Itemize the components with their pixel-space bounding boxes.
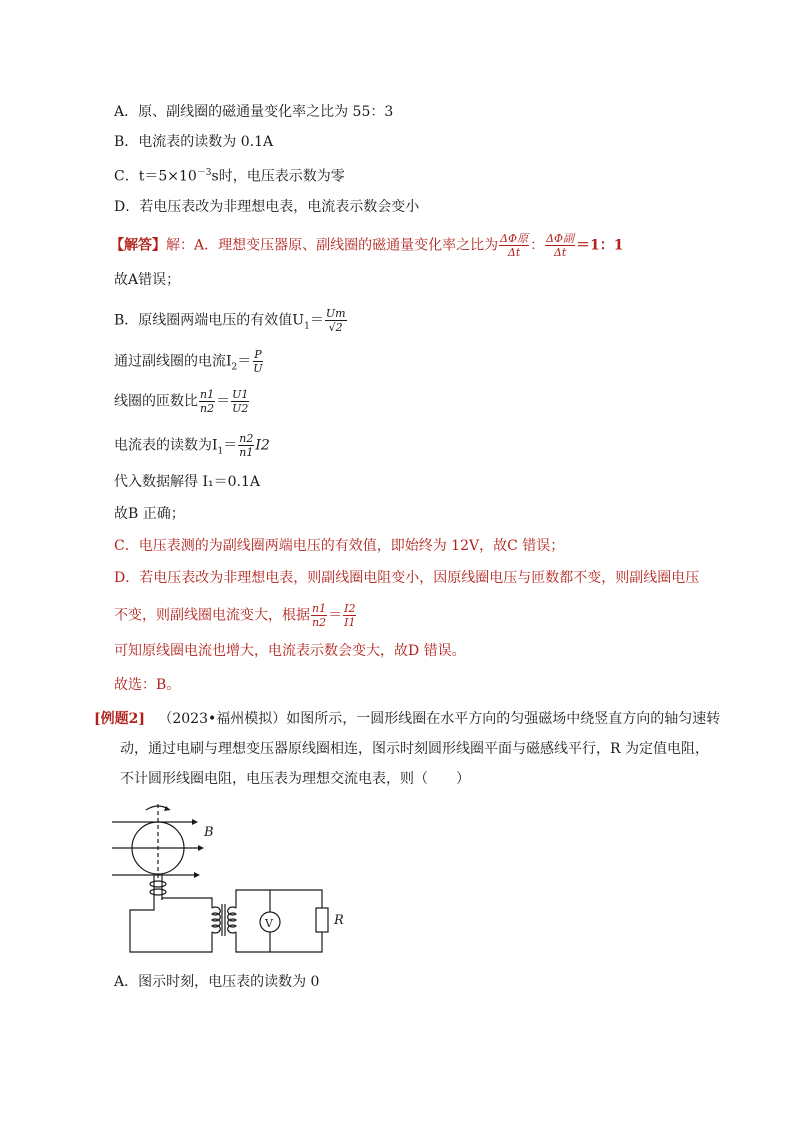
solution-answer: 故选：B。	[114, 677, 181, 693]
d-eq: ＝	[328, 607, 343, 624]
solution-i2-line	[114, 348, 265, 377]
turns-text: 线圈的匝数比	[114, 393, 198, 410]
primary-coil	[212, 907, 220, 933]
primary-wire	[130, 900, 212, 952]
frac-flux-secondary: $\frac{\text{ΔΦ副}}{\Delta t}$	[546, 232, 575, 259]
i2-eq: ＝	[237, 353, 252, 370]
frac-flux-primary: $\frac{\text{ΔΦ原}}{\Delta t}$	[500, 232, 529, 259]
solution-d-line3: 可知原线圈电流也增大，电流表示数会变大，故D 错误。	[114, 643, 466, 659]
example2-tag: [例题2]	[94, 711, 145, 727]
solution-d-line2	[114, 602, 357, 629]
example2-line3: 不计圆形线圈电阻，电压表为理想交流电表，则（ ）	[120, 771, 470, 787]
i2-text: 通过副线圈的电流I	[114, 353, 232, 370]
example2-line2: 动，通过电刷与理想变压器原线圈相连，图示时刻圆形线圈平面与磁感线平行，R 为定值电阻，	[120, 741, 709, 757]
resistor-label: R	[334, 913, 344, 928]
frac-n1-n2: $\frac{n1}{n2}$	[200, 388, 215, 415]
example2-text1: （2023•福州模拟）如图所示，一圆形线圈在水平方向的匀强磁场中绕竖直方向的轴匀速转	[158, 711, 721, 727]
ratio-result: ＝1：1	[576, 237, 624, 254]
resistor	[316, 908, 328, 932]
colon: ：	[530, 237, 545, 254]
option-c-post: s时，电压表示数为零	[211, 168, 345, 185]
frac-d-n1-n2: $\frac{n1}{n2}$	[312, 602, 327, 629]
frac-p-u: $\frac{P}{U}$	[253, 348, 263, 375]
frac-um-sqrt2: $\frac{Um}{√2}$	[325, 307, 346, 334]
d2-text: 不变，则副线圈电流变大，根据	[114, 607, 310, 624]
solution-turns-line	[114, 388, 250, 415]
example2-option-a: A．图示时刻，电压表的读数为 0	[114, 974, 320, 990]
option-b: B．电流表的读数为 0.1A	[114, 134, 274, 150]
turns-eq: ＝	[216, 393, 231, 410]
frac-n2-n1: $\frac{n2}{n1}$	[239, 432, 254, 459]
voltmeter-label: V	[265, 917, 273, 930]
solution-b-line	[114, 307, 348, 336]
ammeter-i2: I2	[255, 437, 270, 454]
option-a: A．原、副线圈的磁通量变化率之比为 55：3	[114, 104, 394, 120]
frac-d-i2-i1: $\frac{I2}{I1}$	[344, 602, 356, 629]
slip-ring	[150, 889, 166, 895]
secondary-coil	[228, 907, 236, 933]
example2-block	[94, 704, 734, 794]
ammeter-text: 电流表的读数为I	[114, 437, 218, 454]
solution-a-line	[110, 232, 624, 259]
solution-d-line1: D．若电压表改为非理想电表，则副线圈电阻变小，因原线圈电压与匝数都不变，则副线圈电压	[114, 570, 700, 586]
ammeter-eq: ＝	[223, 437, 238, 454]
i2-sub: 2	[231, 362, 238, 373]
solution-substitute: 代入数据解得 I₁＝0.1A	[114, 474, 260, 490]
b-eq: ＝	[309, 312, 324, 329]
option-c-pre: C．t＝5×10	[114, 168, 197, 185]
ammeter-sub: 1	[217, 446, 224, 457]
secondary-wire	[236, 890, 322, 908]
solution-a-conclusion: 故A错误；	[114, 272, 181, 288]
option-c-exp: －3	[196, 168, 212, 178]
solution-intro: 解：A．理想变压器原、副线圈的磁通量变化率之比为	[166, 237, 499, 254]
primary-wire	[162, 898, 212, 908]
solution-c-line: C．电压表测的为副线圈两端电压的有效值，即始终为 12V，故C 错误；	[114, 538, 565, 554]
example2-line1	[94, 704, 734, 734]
b-text: B．原线圈两端电压的有效值U	[114, 312, 305, 329]
option-d: D．若电压表改为非理想电表，电流表示数会变小	[114, 199, 420, 215]
circuit-figure	[112, 800, 352, 960]
secondary-wire	[236, 932, 322, 952]
b-sub: 1	[304, 321, 310, 332]
solution-tag: 【解答】	[110, 237, 166, 254]
slip-ring	[150, 881, 166, 887]
option-c	[114, 163, 345, 187]
solution-b-conclusion: 故B 正确；	[114, 506, 185, 522]
field-label: B	[204, 825, 214, 840]
solution-ammeter-line	[114, 432, 270, 461]
frac-u1-u2: $\frac{U1}{U2}$	[232, 388, 249, 415]
